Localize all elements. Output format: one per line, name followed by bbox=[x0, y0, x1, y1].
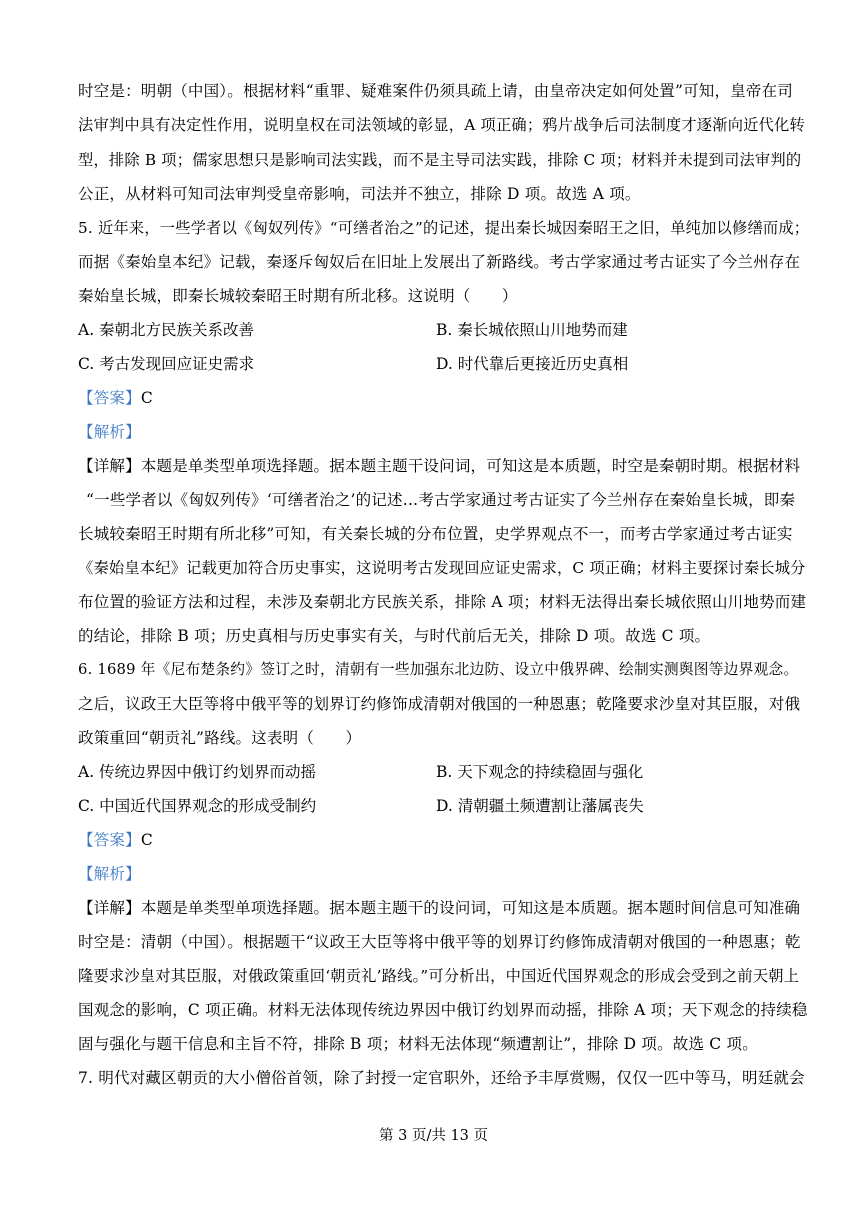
q6-option-c: C. 中国近代国界观念的形成受制约 bbox=[78, 797, 317, 815]
q6-detail-line: 隆要求沙皇对其臣服，对俄政策重回‘朝贡礼’路线。”可分析出，中国近代国界观念的形成会受到之前天朝上 bbox=[78, 967, 800, 985]
q5-option-b: B. 秦长城依照山川地势而建 bbox=[436, 321, 628, 339]
text-line: 型，排除 B 项；儒家思想只是影响司法实践，而不是主导司法实践，排除 C 项；材料并未提到司法审判的 bbox=[78, 151, 802, 169]
page-number: 第 3 页/共 13 页 bbox=[379, 1128, 488, 1144]
q5-option-d: D. 时代靠后更接近历史真相 bbox=[436, 355, 629, 373]
q5-detail-line: “一些学者以《匈奴列传》‘可缮者治之’的记述…考古学家通过考古证实了今兰州存在秦始皇长城，即秦 bbox=[86, 491, 796, 509]
question-6-stem: 6. 1689 年《尼布楚条约》签订之时，清朝有一些加强东北边防、设立中俄界碑、绘制实测舆图等边界观念。 bbox=[78, 661, 799, 678]
q6-option-b: B. 天下观念的持续稳固与强化 bbox=[436, 763, 644, 781]
q5-detail-line: 的结论，排除 B 项；历史真相与历史事实有关，与时代前后无关，排除 D 项。故选 C 项。 bbox=[78, 627, 711, 645]
q5-detail-line: 《秦始皇本纪》记载更加符合历史事实，这说明考古发现回应证史需求，C 项正确；材料主要探讨秦长城分 bbox=[78, 559, 806, 577]
q6-analysis-tag: 【解析】 bbox=[78, 865, 141, 883]
text-line: 公正，从材料可知司法审判受皇帝影响，司法并不独立，排除 D 项。故选 A 项。 bbox=[78, 185, 641, 203]
q5-analysis-tag: 【解析】 bbox=[78, 423, 141, 441]
question-6-stem: 政策重回“朝贡礼”路线。这表明（ ） bbox=[78, 729, 362, 747]
answer-value: C bbox=[140, 389, 153, 407]
question-5-stem: 5. 近年来，一些学者以《匈奴列传》“可缮者治之”的记述，提出秦长城因秦昭王之旧，单纯加以修缮而成； bbox=[78, 219, 810, 237]
text-line: 时空是：明朝（中国）。根据材料“重罪、疑难案件仍须具疏上请，由皇帝决定如何处置”可知，皇帝在司 bbox=[78, 82, 794, 100]
q6-option-a: A. 传统边界因中俄订约划界而动摇 bbox=[78, 763, 317, 781]
text-line: 法审判中具有决定性作用，说明皇权在司法领域的彰显，A 项正确；鸦片战争后司法制度才逐渐向近代化转 bbox=[78, 116, 805, 134]
q6-detail-line: 国观念的影响，C 项正确。材料无法体现传统边界因中俄订约划界而动摇，排除 A 项；天下观念的持续稳 bbox=[78, 1001, 808, 1019]
detail-tag: 【详解】 bbox=[78, 899, 141, 917]
q6-option-d: D. 清朝疆土频遭割让藩属丧失 bbox=[436, 797, 644, 815]
q6-detail-line: 时空是：清朝（中国）。根据题干“议政王大臣等将中俄平等的划界订约修饰成清朝对俄国的一种恩惠；乾 bbox=[78, 933, 801, 951]
q5-option-a: A. 秦朝北方民族关系改善 bbox=[78, 321, 255, 339]
q6-detail-line: 【详解】本题是单类型单项选择题。据本题主题干的设问词，可知这是本质题。据本题时间信息可知准确 bbox=[78, 899, 801, 917]
q5-detail-line: 布位置的验证方法和过程，未涉及秦朝北方民族关系，排除 A 项；材料无法得出秦长城依照山川地势而建 bbox=[78, 593, 807, 611]
q6-detail-line: 固与强化与题干信息和主旨不符，排除 B 项；材料无法体现“频遭割让”，排除 D 项。故选 C 项。 bbox=[78, 1035, 758, 1053]
question-5-stem: 而据《秦始皇本纪》记载，秦逐斥匈奴后在旧址上发展出了新路线。考古学家通过考古证实了今兰州存在 bbox=[78, 253, 801, 271]
q5-answer bbox=[78, 388, 153, 408]
detail-tag: 【详解】 bbox=[78, 457, 141, 475]
answer-tag: 【答案】 bbox=[78, 389, 141, 407]
answer-tag: 【答案】 bbox=[78, 831, 141, 849]
question-6-stem: 之后，议政王大臣等将中俄平等的划界订约修饰成清朝对俄国的一种恩惠；乾隆要求沙皇对其臣服，对俄 bbox=[78, 695, 801, 713]
answer-value: C bbox=[140, 831, 153, 849]
q6-answer bbox=[78, 830, 153, 850]
question-7-stem: 7. 明代对藏区朝贡的大小僧俗首领，除了封授一定官职外，还给予丰厚赏赐，仅仅一匹中等马，明廷就会 bbox=[78, 1069, 805, 1087]
q5-option-c: C. 考古发现回应证史需求 bbox=[78, 355, 255, 373]
q5-detail-line: 长城较秦昭王时期有所北移”可知，有关秦长城的分布位置，史学界观点不一，而考古学家通过考古证实 bbox=[78, 525, 793, 543]
question-5-stem: 秦始皇长城，即秦长城较秦昭王时期有所北移。这说明（ ） bbox=[78, 287, 518, 305]
q5-detail-line: 【详解】本题是单类型单项选择题。据本题主题干设问词，可知这是本质题，时空是秦朝时期。根据材料 bbox=[78, 457, 801, 475]
